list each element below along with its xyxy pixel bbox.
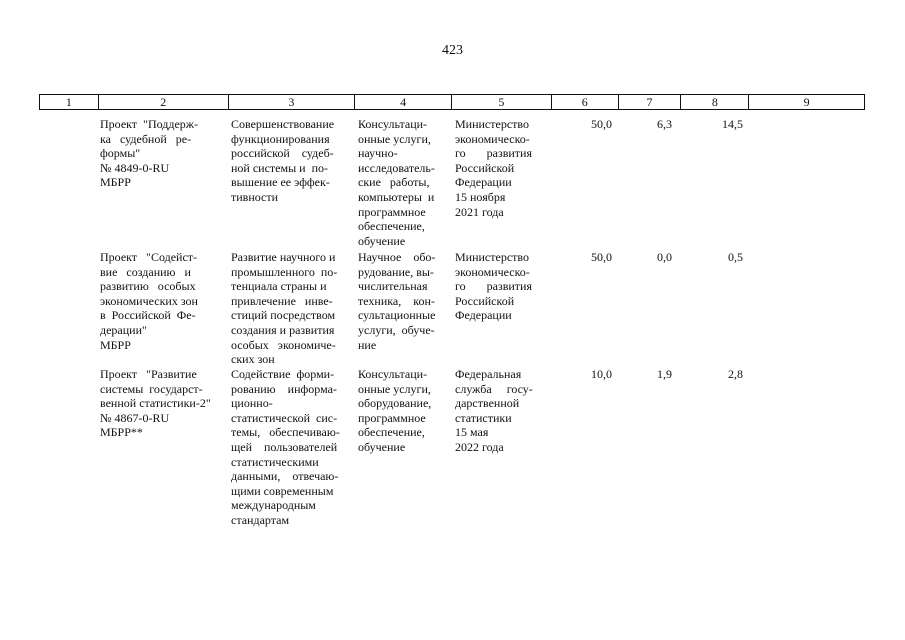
col8-value: 2,8: [728, 367, 743, 381]
col9-value: [749, 367, 865, 528]
services-cell: Консультаци- онные услуги, научно- исследователь- ские работы, компьютеры и программное обеспечение, обучение: [358, 117, 435, 248]
col9-value: [749, 117, 865, 248]
project-cell: Проект "Содейст- вие созданию и развитию особых экономических зон в Российской Фе- дерации" МБРР: [100, 250, 198, 352]
column-header-1: 1: [65, 95, 72, 109]
col6-value: 50,0: [591, 117, 612, 131]
column-header-6: 6: [551, 95, 618, 109]
goal-cell: Содействие форми- рованию информа- ционно- статистической сис- темы, обеспечиваю- щей пользователей статистическими данными, отвечаю- щими современным международным стандартам: [231, 367, 340, 527]
column-header-4: 4: [354, 95, 451, 109]
column-header-3: 3: [228, 95, 355, 109]
project-cell: Проект "Поддерж- ка судебной ре- формы" № 4849-0-RU МБРР: [100, 117, 199, 190]
column-header-7: 7: [618, 95, 681, 109]
col7-value: 0,0: [657, 250, 672, 264]
table-row: [39, 250, 865, 367]
column-header-8: 8: [680, 95, 748, 109]
col6-value: 50,0: [591, 250, 612, 264]
table-header-row: [39, 94, 865, 110]
col8-value: 0,5: [728, 250, 743, 264]
col8-value: 14,5: [722, 117, 743, 131]
executor-cell: Федеральная служба госу- дарственной статистики 15 мая 2022 года: [455, 367, 533, 454]
services-cell: Научное обо- рудование, вы- числительная техника, кон- сультационные услуги, обуче- ние: [358, 250, 436, 352]
project-cell: Проект "Развитие системы государст- венной статистики-2" № 4867-0-RU МБРР**: [100, 367, 211, 440]
col6-value: 10,0: [591, 367, 612, 381]
col7-value: 6,3: [657, 117, 672, 131]
table-row: [39, 367, 865, 528]
col7-value: 1,9: [657, 367, 672, 381]
goal-cell: Развитие научного и промышленного по- тенциала страны и привлечение инве- стиций посредством создания и развития особых экономиче- ских зон: [231, 250, 338, 367]
table-row: [39, 117, 865, 248]
services-cell: Консультаци- онные услуги, оборудование, программное обеспечение, обучение: [358, 367, 432, 454]
column-header-2: 2: [98, 95, 228, 109]
column-header-5: 5: [451, 95, 551, 109]
page-number: 423: [442, 43, 463, 58]
goal-cell: Совершенствование функционирования российской судеб- ной системы и по- вышение ее эффек- тивности: [231, 117, 335, 204]
column-header-9: 9: [748, 95, 864, 109]
col9-value: [749, 250, 865, 367]
executor-cell: Министерство экономическо- го развития Российской Федерации 15 ноября 2021 года: [455, 117, 532, 219]
executor-cell: Министерство экономическо- го развития Российской Федерации: [455, 250, 532, 323]
